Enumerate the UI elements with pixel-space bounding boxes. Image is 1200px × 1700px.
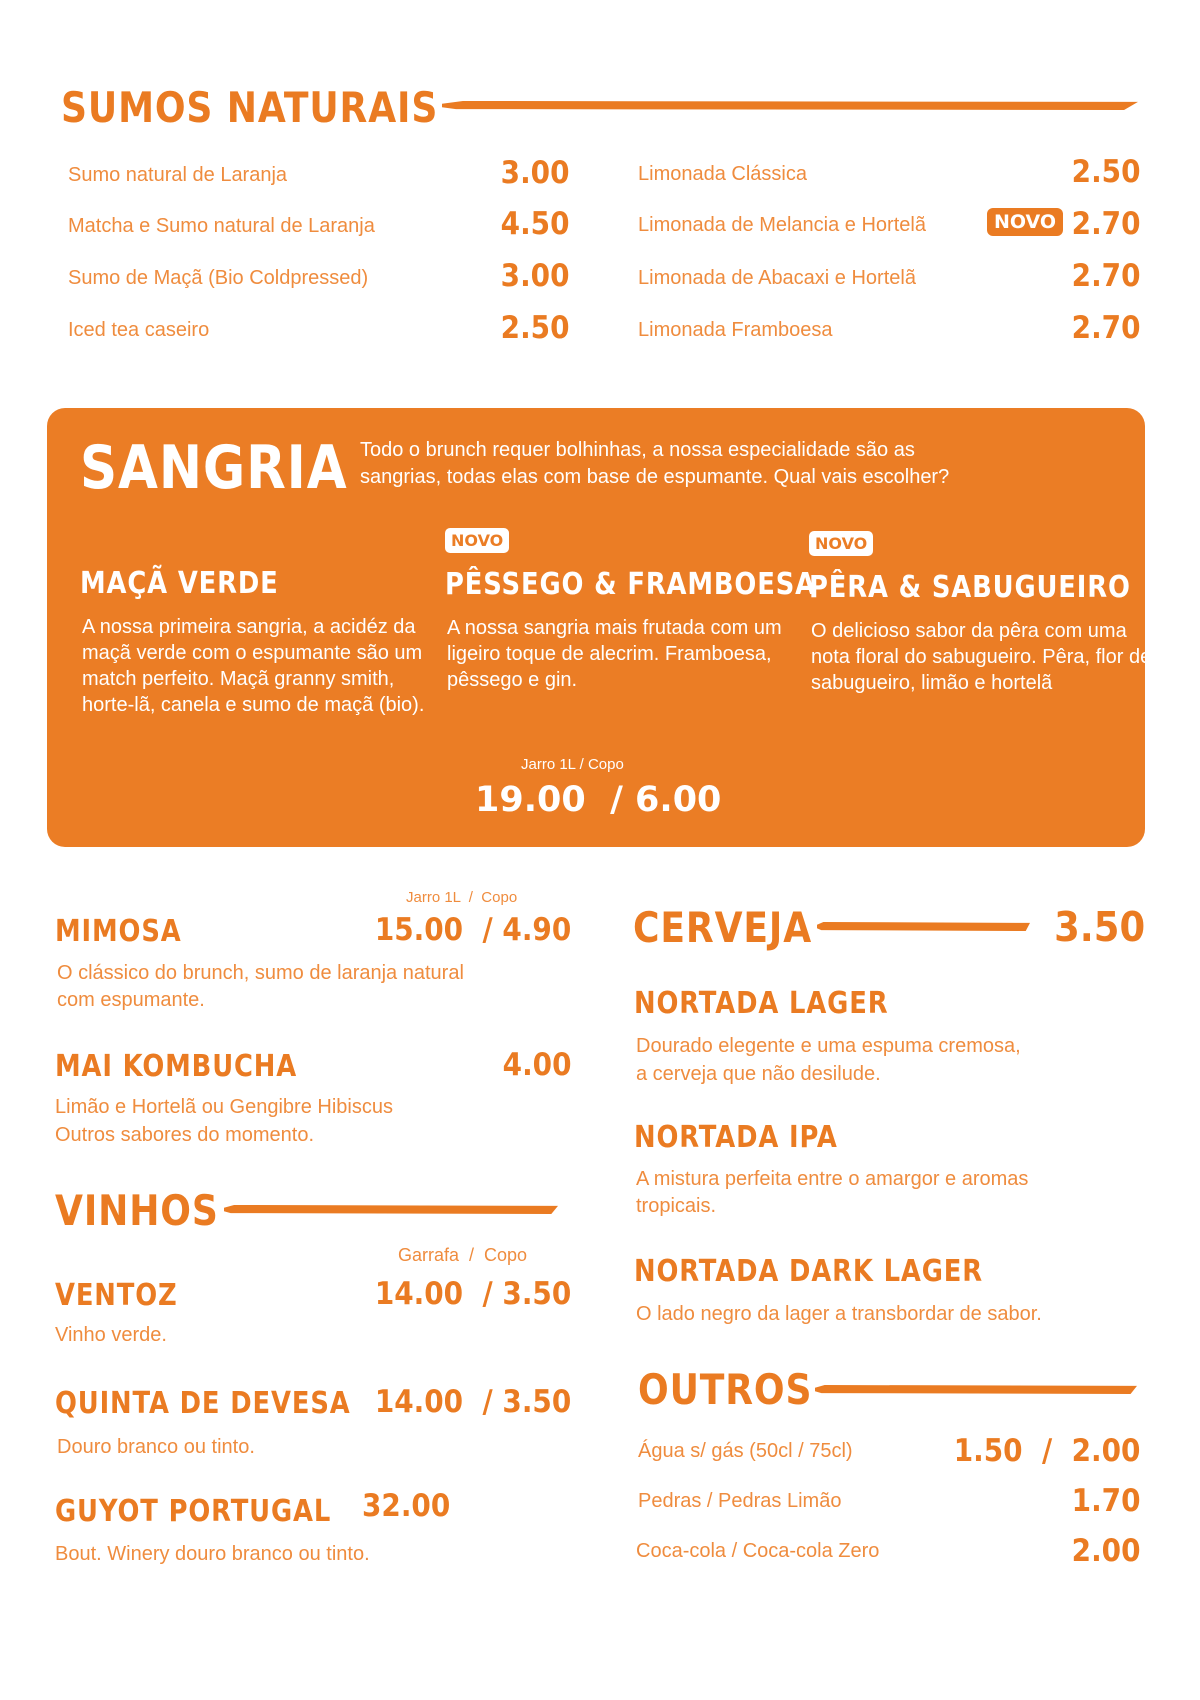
beer-desc: A mistura perfeita entre o amargor e aromas [636, 1168, 1029, 1190]
beer-desc: O lado negro da lager a transbordar de sabor. [636, 1303, 1042, 1325]
menu-item-price: 1.50 / 2.00 [953, 1433, 1140, 1469]
menu-item-name: Limonada Framboesa [638, 319, 833, 341]
menu-item-price: 3.00 [500, 155, 569, 191]
sangria-price: 19.00 / 6.00 [475, 780, 722, 820]
beer-name: NORTADA LAGER [634, 986, 889, 1021]
item-desc: Limão e Hortelã ou Gengibre Hibiscus [55, 1096, 393, 1118]
menu-item-name: Sumo de Maçã (Bio Coldpressed) [68, 267, 369, 289]
new-badge: NOVO [987, 208, 1063, 236]
sangria-name: PÊRA & SABUGUEIRO [809, 570, 1131, 605]
sangria-name: MAÇÃ VERDE [80, 566, 279, 601]
wine-price: 14.00 / 3.50 [374, 1384, 571, 1420]
section-divider [815, 1385, 1137, 1394]
menu-item-price: 2.50 [1071, 154, 1140, 190]
wine-name: QUINTA DE DEVESA [55, 1386, 351, 1421]
item-name: MIMOSA [55, 914, 182, 949]
menu-item-name: Limonada de Melancia e Hortelã [638, 214, 926, 236]
beer-name: NORTADA DARK LAGER [634, 1254, 983, 1289]
menu-item-name: Iced tea caseiro [68, 319, 210, 341]
item-price: 15.00 / 4.90 [374, 912, 571, 948]
sangria-desc: A nossa sangria mais frutada com um ligeiro toque de alecrim. Framboesa, pêssego e gin. [447, 617, 782, 691]
section-divider [817, 922, 1030, 931]
menu-item-price: 2.50 [500, 310, 569, 346]
wine-desc: Bout. Winery douro branco ou tinto. [55, 1543, 370, 1565]
menu-item-price: 2.00 [1071, 1533, 1140, 1569]
sangria-desc: O delicioso sabor da pêra com uma nota floral do sabugueiro. Pêra, flor de sabugueiro, limão e hortelã [811, 620, 1152, 694]
menu-item-price: 1.70 [1071, 1483, 1140, 1519]
menu-item-name: Pedras / Pedras Limão [638, 1490, 842, 1512]
beer-desc: tropicais. [636, 1195, 717, 1217]
wine-desc: Vinho verde. [55, 1324, 167, 1346]
item-desc: O clássico do brunch, sumo de laranja natural [57, 962, 464, 984]
beer-desc: Dourado elegente e uma espuma cremosa, [636, 1035, 1021, 1057]
menu-item-name: Limonada Clássica [638, 163, 807, 185]
new-badge: NOVO [809, 531, 873, 556]
wine-price: 14.00 / 3.50 [374, 1276, 571, 1312]
section-title-sangria: SANGRIA [80, 433, 348, 503]
section-title-cerveja: CERVEJA [633, 903, 813, 952]
section-divider [442, 101, 1138, 110]
section-title-sumos: SUMOS NATURAIS [61, 83, 439, 132]
item-desc: Outros sabores do momento. [55, 1124, 315, 1146]
size-label: Jarro 1L / Copo [406, 889, 518, 906]
sangria-intro-line: sangrias, todas elas com base de espumante. Qual vais escolher? [360, 466, 950, 488]
section-title-outros: OUTROS [638, 1365, 813, 1414]
item-desc: com espumante. [57, 989, 205, 1011]
section-price: 3.50 [1053, 903, 1145, 951]
sangria-desc: A nossa primeira sangria, a acidéz da maçã verde com o espumante são um match perfeito. Maçã granny smith, horte-lã, canela e sumo de maçã (bio). [82, 616, 425, 716]
menu-item-price: 4.50 [500, 206, 569, 242]
sangria-name: PÊSSEGO & FRAMBOESA [445, 567, 816, 602]
section-divider [224, 1205, 558, 1214]
wine-name: GUYOT PORTUGAL [55, 1494, 332, 1529]
wine-price: 32.00 [362, 1488, 451, 1524]
menu-item-price: 3.00 [500, 258, 569, 294]
item-name: MAI KOMBUCHA [55, 1049, 298, 1084]
size-label: Garrafa / Copo [398, 1245, 528, 1265]
menu-item-name: Água s/ gás (50cl / 75cl) [638, 1440, 853, 1462]
menu-item-price: 2.70 [1071, 206, 1140, 242]
beer-name: NORTADA IPA [634, 1120, 838, 1155]
size-label: Jarro 1L / Copo [521, 756, 624, 773]
menu-item-name: Sumo natural de Laranja [68, 164, 288, 186]
item-price: 4.00 [502, 1047, 571, 1083]
menu-item-name: Limonada de Abacaxi e Hortelã [638, 267, 916, 289]
new-badge: NOVO [445, 528, 509, 553]
sangria-panel [47, 408, 1152, 847]
wine-desc: Douro branco ou tinto. [57, 1436, 255, 1458]
section-title-vinhos: VINHOS [55, 1186, 219, 1235]
menu-item-name: Matcha e Sumo natural de Laranja [68, 215, 375, 237]
menu-item-price: 2.70 [1071, 258, 1140, 294]
wine-name: VENTOZ [55, 1278, 178, 1313]
beer-desc: a cerveja que não desilude. [636, 1063, 881, 1085]
menu-item-name: Coca-cola / Coca-cola Zero [636, 1540, 880, 1562]
menu-item-price: 2.70 [1071, 310, 1140, 346]
sangria-intro-line: Todo o brunch requer bolhinhas, a nossa especialidade são as [360, 439, 915, 461]
